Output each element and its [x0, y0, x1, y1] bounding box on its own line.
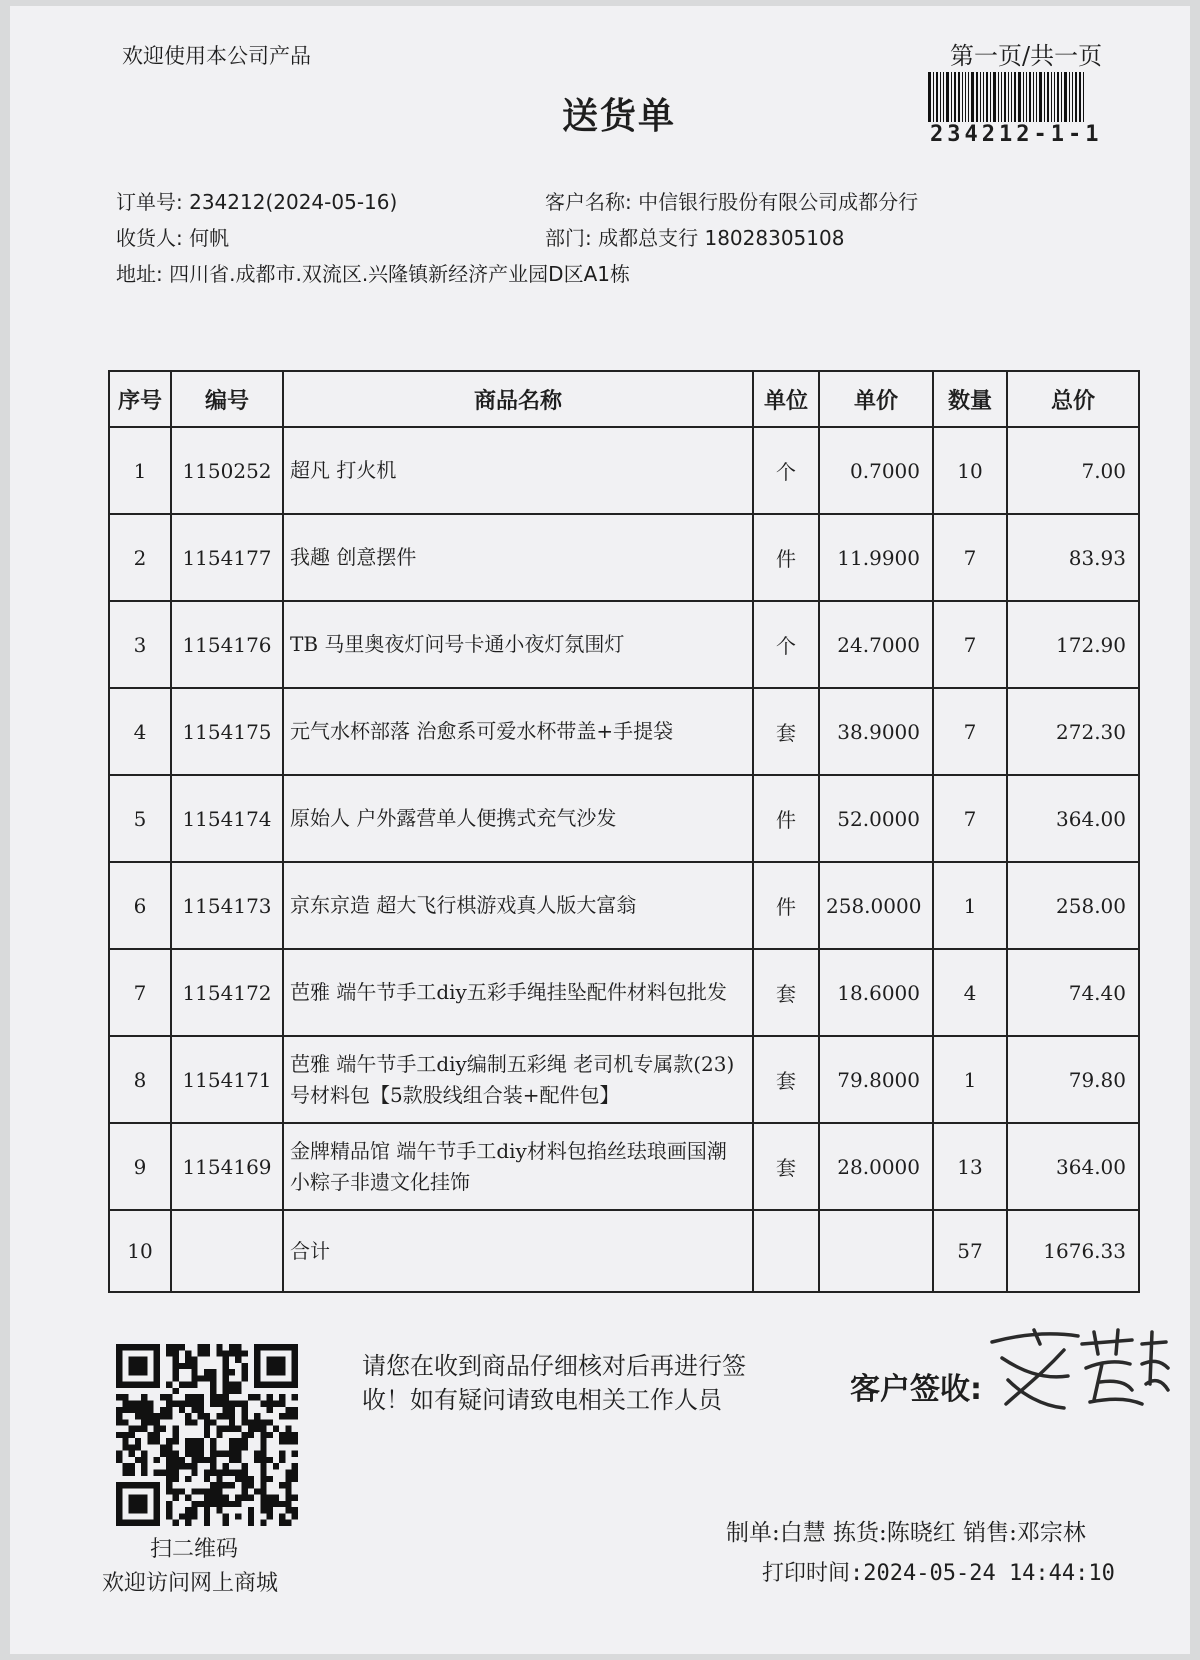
item-unit: 个	[753, 427, 819, 514]
barcode-bar	[1039, 72, 1042, 122]
total-qty: 57	[933, 1210, 1007, 1292]
qr-code-icon	[116, 1344, 298, 1526]
barcode-bar	[976, 72, 978, 122]
barcode-bar	[946, 72, 949, 122]
table-row	[109, 688, 1139, 775]
header-cell: 总价	[1007, 371, 1139, 427]
item-code: 1154172	[171, 949, 283, 1036]
barcode-bar	[1083, 72, 1084, 122]
header-cell: 序号	[109, 371, 171, 427]
barcode-bar	[971, 72, 974, 122]
row-index: 5	[109, 775, 171, 862]
unit-price: 24.7000	[819, 601, 933, 688]
table-row	[109, 1036, 1139, 1123]
handwritten-signature	[982, 1324, 1172, 1414]
unit-price: 52.0000	[819, 775, 933, 862]
customer-label: 客户名称:	[545, 190, 632, 214]
item-code: 1154174	[171, 775, 283, 862]
total-row	[109, 1210, 1139, 1292]
barcode-bar	[1069, 72, 1070, 122]
unit-price: 18.6000	[819, 949, 933, 1036]
empty-cell	[819, 1210, 933, 1292]
page-info: 第一页/共一页	[950, 42, 1103, 70]
order-value: 234212(2024-05-16)	[189, 190, 398, 214]
unit-price: 28.0000	[819, 1123, 933, 1210]
barcode-bar	[1057, 72, 1059, 122]
receiver	[116, 222, 229, 251]
unit-price: 0.7000	[819, 427, 933, 514]
barcode-bar	[1061, 72, 1062, 122]
barcode-bar	[1018, 72, 1021, 122]
barcode-bar	[993, 72, 996, 122]
unit-price: 38.9000	[819, 688, 933, 775]
qr-caption: 扫二维码	[150, 1537, 239, 1562]
item-code: 1154169	[171, 1123, 283, 1210]
row-index: 9	[109, 1123, 171, 1210]
item-unit: 套	[753, 1123, 819, 1210]
barcode-bar	[1047, 72, 1049, 122]
barcode-bar	[958, 72, 960, 122]
item-qty: 1	[933, 862, 1007, 949]
empty-cell	[171, 1210, 283, 1292]
item-name: 超凡 打火机	[283, 427, 753, 514]
welcome-text: 欢迎使用本公司产品	[122, 44, 311, 68]
barcode-bar	[1072, 72, 1073, 122]
unit-price: 79.8000	[819, 1036, 933, 1123]
item-unit: 套	[753, 1036, 819, 1123]
item-code: 1154176	[171, 601, 283, 688]
row-index: 8	[109, 1036, 171, 1123]
empty-cell	[753, 1210, 819, 1292]
qr-caption-mall: 欢迎访问网上商城	[102, 1571, 279, 1596]
barcode-bar	[965, 72, 966, 122]
item-qty: 1	[933, 1036, 1007, 1123]
item-total: 79.80	[1007, 1036, 1139, 1123]
table-row	[109, 514, 1139, 601]
barcode-bar	[928, 72, 931, 122]
barcode-bar	[1023, 72, 1024, 122]
order-number	[116, 186, 397, 215]
table-row	[109, 862, 1139, 949]
item-qty: 10	[933, 427, 1007, 514]
item-unit: 件	[753, 514, 819, 601]
item-total: 258.00	[1007, 862, 1139, 949]
barcode-bar	[1051, 72, 1052, 122]
staff-info: 制单:白慧 拣货:陈晓红 销售:邓宗林	[726, 1520, 1086, 1546]
barcode-bar	[980, 72, 981, 122]
barcode-bar	[962, 72, 963, 122]
barcode-bar	[1079, 72, 1081, 122]
barcode-icon	[928, 72, 1136, 122]
barcode-bar	[1029, 72, 1031, 122]
header-cell: 商品名称	[283, 371, 753, 427]
item-total: 364.00	[1007, 775, 1139, 862]
item-total: 83.93	[1007, 514, 1139, 601]
header-cell: 单价	[819, 371, 933, 427]
barcode-bar	[998, 72, 999, 122]
item-code: 1150252	[171, 427, 283, 514]
receiver-label: 收货人:	[116, 226, 183, 250]
item-qty: 7	[933, 688, 1007, 775]
receiver-value: 何帆	[189, 226, 230, 250]
barcode-bar	[1014, 72, 1016, 122]
delivery-note-sheet	[10, 6, 1190, 1654]
table-row	[109, 427, 1139, 514]
total-label: 合计	[283, 1210, 753, 1292]
item-name: 我趣 创意摆件	[283, 514, 753, 601]
item-unit: 套	[753, 688, 819, 775]
item-total: 272.30	[1007, 688, 1139, 775]
barcode-bar	[968, 72, 969, 122]
table-row	[109, 775, 1139, 862]
barcode-bar	[1033, 72, 1034, 122]
table-row	[109, 1123, 1139, 1210]
unit-price: 11.9900	[819, 514, 933, 601]
item-name: TB 马里奥夜灯问号卡通小夜灯氛围灯	[283, 601, 753, 688]
unit-price: 258.0000	[819, 862, 933, 949]
item-qty: 4	[933, 949, 1007, 1036]
header-cell: 数量	[933, 371, 1007, 427]
table-row	[109, 601, 1139, 688]
header-cell: 编号	[171, 371, 283, 427]
barcode-bar	[1064, 72, 1067, 122]
barcode-bar	[1054, 72, 1055, 122]
barcode-bar	[940, 72, 941, 122]
barcode-bar	[1001, 72, 1002, 122]
dept-label: 部门:	[545, 226, 592, 250]
row-index: 2	[109, 514, 171, 601]
total-amount: 1676.33	[1007, 1210, 1139, 1292]
item-total: 74.40	[1007, 949, 1139, 1036]
barcode-bar	[1075, 72, 1077, 122]
barcode-bar	[1008, 72, 1009, 122]
item-qty: 13	[933, 1123, 1007, 1210]
barcode-bar	[983, 72, 984, 122]
row-index: 1	[109, 427, 171, 514]
total-index: 10	[109, 1210, 171, 1292]
barcode-bar	[933, 72, 934, 122]
customer-value: 中信银行股份有限公司成都分行	[638, 190, 919, 214]
barcode-bar	[943, 72, 944, 122]
barcode-bar	[1004, 72, 1006, 122]
barcode-bar	[1044, 72, 1045, 122]
item-code: 1154177	[171, 514, 283, 601]
print-time: 打印时间:2024-05-24 14:44:10	[762, 1561, 1115, 1586]
item-unit: 件	[753, 862, 819, 949]
customer-sign-label: 客户签收:	[850, 1372, 982, 1407]
item-qty: 7	[933, 514, 1007, 601]
item-unit: 件	[753, 775, 819, 862]
item-name: 元气水杯部落 治愈系可爱水杯带盖+手提袋	[283, 688, 753, 775]
item-total: 172.90	[1007, 601, 1139, 688]
item-name: 芭雅 端午节手工diy编制五彩绳 老司机专属款(23)号材料包【5款股线组合装+配件包】	[283, 1036, 753, 1123]
item-code: 1154175	[171, 688, 283, 775]
barcode-bar	[951, 72, 952, 122]
department	[545, 222, 844, 251]
item-qty: 7	[933, 775, 1007, 862]
item-name: 芭雅 端午节手工diy五彩手绳挂坠配件材料包批发	[283, 949, 753, 1036]
barcode-bar	[986, 72, 988, 122]
table-header-row	[109, 371, 1139, 427]
barcode-bar	[1036, 72, 1037, 122]
barcode-number: 234212-1-1	[930, 122, 1103, 147]
address-value: 四川省.成都市.双流区.兴隆镇新经济产业园D区A1栋	[169, 262, 630, 286]
item-name: 金牌精品馆 端午节手工diy材料包掐丝珐琅画国潮小粽子非遗文化挂饰	[283, 1123, 753, 1210]
barcode-bar	[1011, 72, 1012, 122]
item-code: 1154173	[171, 862, 283, 949]
item-total: 364.00	[1007, 1123, 1139, 1210]
order-label: 订单号:	[116, 190, 183, 214]
address	[116, 258, 630, 287]
item-qty: 7	[933, 601, 1007, 688]
item-name: 京东京造 超大飞行棋游戏真人版大富翁	[283, 862, 753, 949]
table-row	[109, 949, 1139, 1036]
address-label: 地址:	[116, 262, 163, 286]
items-table	[108, 370, 1140, 1293]
item-name: 原始人 户外露营单人便携式充气沙发	[283, 775, 753, 862]
header-cell: 单位	[753, 371, 819, 427]
dept-value: 成都总支行 18028305108	[598, 226, 845, 250]
barcode-bar	[1026, 72, 1027, 122]
row-index: 7	[109, 949, 171, 1036]
item-unit: 个	[753, 601, 819, 688]
barcode-bar	[990, 72, 991, 122]
row-index: 4	[109, 688, 171, 775]
barcode-bar	[936, 72, 938, 122]
item-code: 1154171	[171, 1036, 283, 1123]
item-total: 7.00	[1007, 427, 1139, 514]
page-title: 送货单	[562, 96, 677, 137]
row-index: 6	[109, 862, 171, 949]
receipt-notice: 请您在收到商品仔细核对后再进行签收！如有疑问请致电相关工作人员	[362, 1352, 746, 1414]
row-index: 3	[109, 601, 171, 688]
customer-name	[545, 186, 918, 215]
item-unit: 套	[753, 949, 819, 1036]
barcode-bar	[954, 72, 956, 122]
